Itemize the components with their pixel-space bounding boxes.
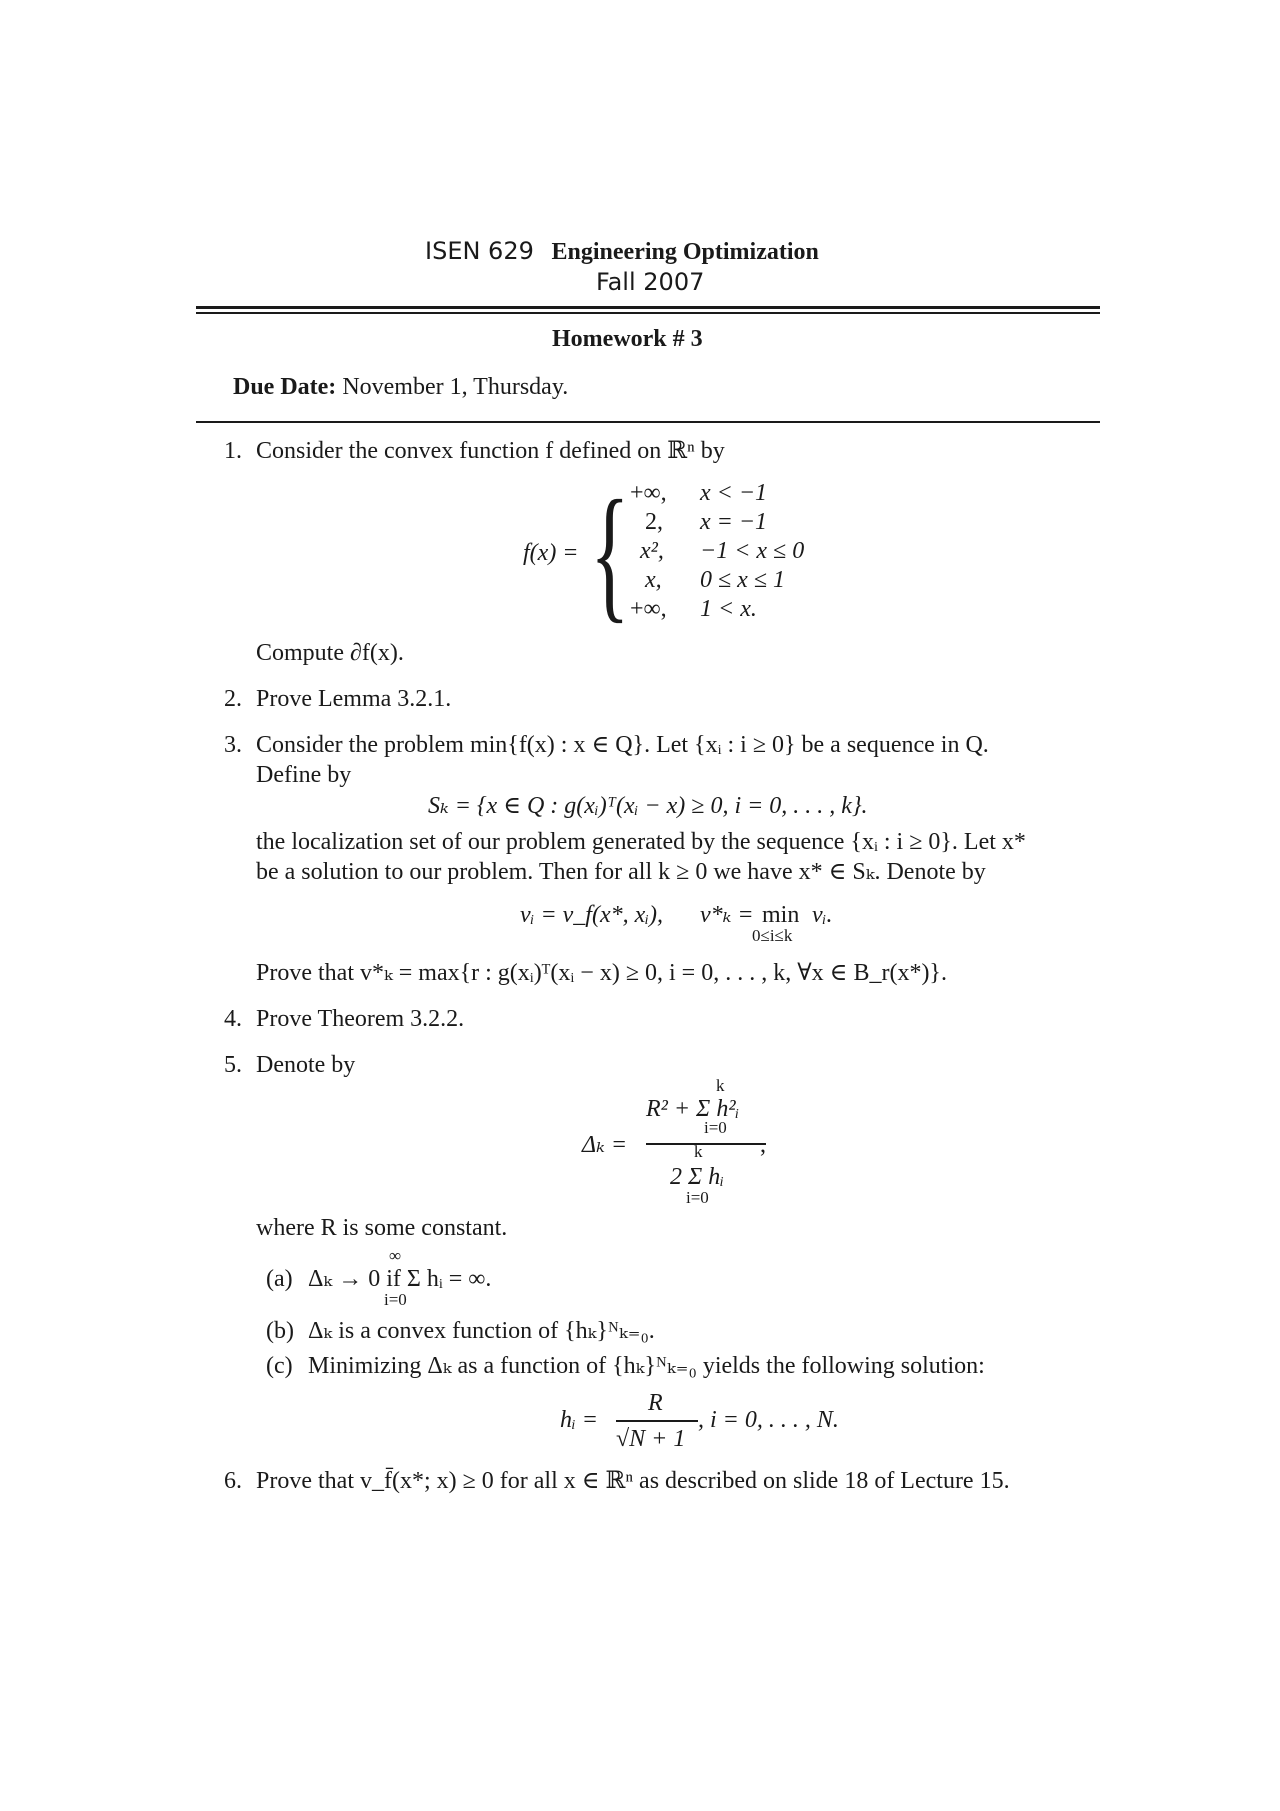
denominator-sum-bottom: i=0: [686, 1188, 709, 1207]
part-a-label: (a): [266, 1266, 293, 1292]
problem-4-text: Prove Theorem 3.2.2.: [256, 1006, 465, 1032]
delta-denominator: 2 Σ hᵢ: [670, 1164, 725, 1190]
problem-3-line1: Consider the problem min{f(x) : x ∈ Q}. Let {xᵢ : i ≥ 0} be a sequence in Q.: [256, 732, 989, 758]
solution-numerator: R: [648, 1390, 663, 1416]
course-code: ISEN 629: [425, 237, 534, 265]
problem-3-eq2-min: min: [762, 902, 800, 928]
problem-3-eq2-right: v*ₖ =: [700, 902, 754, 928]
delta-fraction-bar: [646, 1143, 766, 1145]
part-a-sum-bottom: i=0: [384, 1290, 407, 1309]
numerator-sum-top: k: [716, 1076, 725, 1095]
due-label: Due Date:: [233, 374, 337, 400]
course-header: [425, 236, 819, 267]
delta-numerator: R² + Σ h²ᵢ: [646, 1096, 740, 1122]
part-a-text: Δₖ → 0 if Σ hᵢ = ∞.: [308, 1266, 492, 1292]
delta-lhs: Δₖ =: [582, 1132, 628, 1158]
problem-1-number: 1.: [224, 438, 242, 464]
header-rule-top: [196, 306, 1100, 309]
problem-6-text: Prove that v_f̄(x*; x) ≥ 0 for all x ∈ ℝⁿ as described on slide 18 of Lecture 15.: [256, 1468, 1010, 1494]
problem-5-where: where R is some constant.: [256, 1215, 508, 1241]
problem-1-lhs: f(x) =: [523, 540, 579, 566]
piecewise-brace: {: [590, 470, 630, 636]
due-date: [233, 372, 568, 402]
term: Fall 2007: [596, 268, 705, 296]
problem-3-eq2-left: vᵢ = v_f(x*, xᵢ),: [520, 902, 664, 928]
problem-4-number: 4.: [224, 1006, 242, 1032]
case-5-value: +∞,: [630, 596, 667, 622]
case-2-value: 2,: [645, 509, 663, 535]
part-a-sum-top: ∞: [389, 1246, 402, 1265]
case-1-condition: x < −1: [700, 480, 768, 506]
problem-6-number: 6.: [224, 1468, 242, 1494]
problem-2-number: 2.: [224, 686, 242, 712]
problem-3-number: 3.: [224, 732, 242, 758]
problem-3-line4: be a solution to our problem. Then for all k ≥ 0 we have x* ∈ Sₖ. Denote by: [256, 859, 986, 885]
problem-3-line3: the localization set of our problem generated by the sequence {xᵢ : i ≥ 0}. Let x*: [256, 829, 1026, 855]
problem-5-intro: Denote by: [256, 1052, 356, 1078]
part-b-text: Δₖ is a convex function of {hₖ}ᴺₖ₌₀.: [308, 1318, 655, 1344]
problem-3-task: Prove that v*ₖ = max{r : g(xᵢ)ᵀ(xᵢ − x) ≥ 0, i = 0, . . . , k, ∀x ∈ B_r(x*)}.: [256, 960, 947, 986]
solution-tail: , i = 0, . . . , N.: [698, 1407, 839, 1433]
case-2-condition: x = −1: [700, 509, 768, 535]
delta-trailing: ,: [760, 1132, 766, 1158]
problem-1-intro: Consider the convex function f defined on ℝⁿ by: [256, 438, 725, 464]
part-c-text: Minimizing Δₖ as a function of {hₖ}ᴺₖ₌₀ yields the following solution:: [308, 1353, 985, 1379]
case-4-value: x,: [645, 567, 662, 593]
case-4-condition: 0 ≤ x ≤ 1: [700, 567, 785, 593]
solution-denominator: √N + 1: [616, 1426, 686, 1452]
solution-lhs: hᵢ =: [560, 1407, 598, 1433]
problem-3-eq1: Sₖ = {x ∈ Q : g(xᵢ)ᵀ(xᵢ − x) ≥ 0, i = 0, . . . , k}.: [428, 793, 868, 819]
problem-1-task: Compute ∂f(x).: [256, 640, 404, 666]
case-3-condition: −1 < x ≤ 0: [700, 538, 805, 564]
numerator-sum-bottom: i=0: [704, 1118, 727, 1137]
problem-3-eq2-tail: vᵢ.: [812, 902, 833, 928]
solution-fraction-bar: [616, 1420, 698, 1422]
case-3-value: x²,: [640, 538, 664, 564]
problem-3-line2: Define by: [256, 762, 352, 788]
due-value: November 1, Thursday.: [342, 374, 569, 400]
denominator-sum-top: k: [694, 1142, 703, 1161]
problem-3-eq2-min-sub: 0≤i≤k: [752, 926, 793, 945]
problem-5-number: 5.: [224, 1052, 242, 1078]
case-5-condition: 1 < x.: [700, 596, 757, 622]
part-b-label: (b): [266, 1318, 294, 1344]
due-rule: [196, 421, 1100, 423]
part-c-label: (c): [266, 1353, 293, 1379]
header-rule-bottom: [196, 312, 1100, 314]
case-1-value: +∞,: [630, 480, 667, 506]
course-title: Engineering Optimization: [551, 239, 819, 265]
homework-title: Homework # 3: [552, 326, 703, 352]
problem-2-text: Prove Lemma 3.2.1.: [256, 686, 452, 712]
